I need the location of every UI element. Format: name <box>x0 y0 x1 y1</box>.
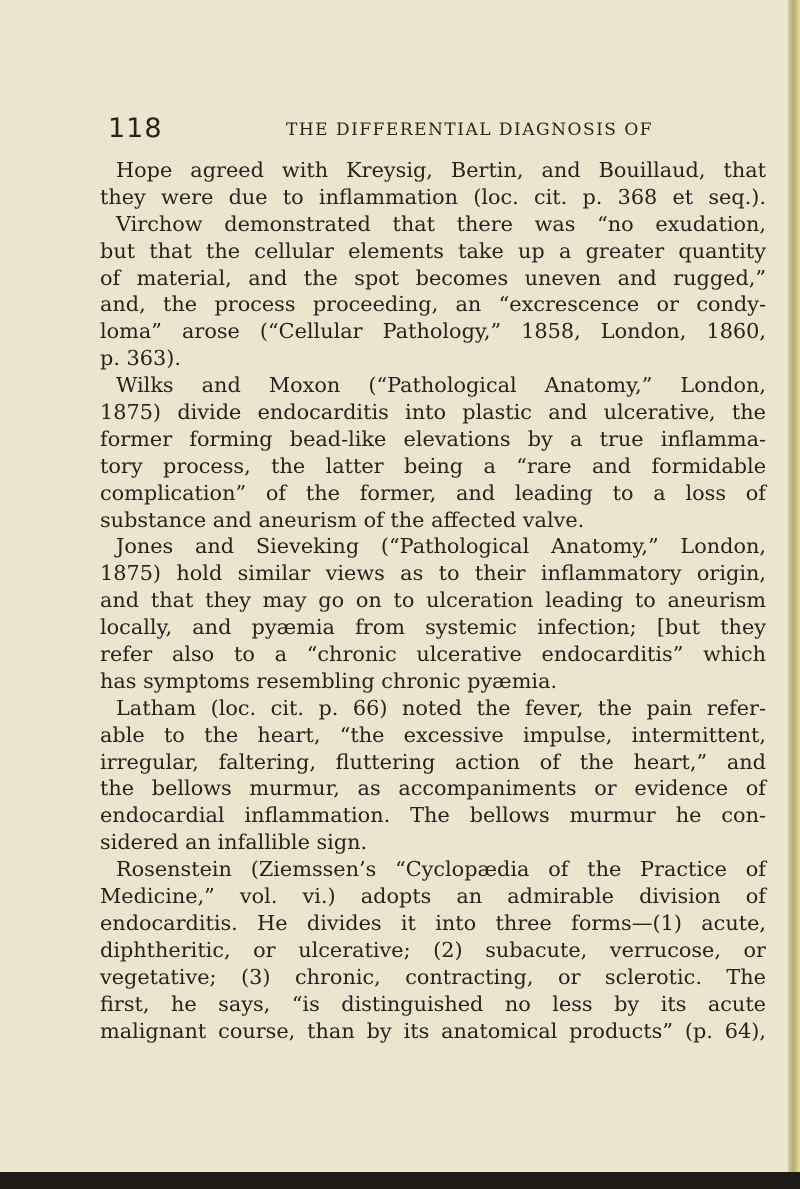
body-text <box>100 157 790 1044</box>
text-line: sidered an infallible sign. <box>100 830 368 855</box>
text-line: former forming bead-like elevations by a true inflamma- <box>100 426 766 451</box>
text-line: the bellows murmur, as accompaniments or evidence of <box>100 776 766 801</box>
text-line: able to the heart, “the excessive impulse, intermittent, <box>100 722 766 747</box>
text-line: loma” arose (“Cellular Pathology,” 1858, London, 1860, <box>100 319 766 344</box>
text-line: Wilks and Moxon (“Pathological Anatomy,” London, <box>116 373 766 398</box>
text-line: Hope agreed with Kreysig, Bertin, and Bouillaud, that <box>116 158 766 182</box>
text-line: endocardial inflammation. The bellows murmur he con- <box>100 803 766 828</box>
text-line: tory process, the latter being a “rare and formidable <box>100 453 766 478</box>
text-line: refer also to a “chronic ulcerative endocarditis” which <box>100 642 766 667</box>
text-line: they were due to inflammation (loc. cit. p. 368 et seq.). <box>100 184 766 209</box>
text-line: 1875) divide endocarditis into plastic and ulcerative, the <box>100 400 766 425</box>
text-line: 1875) hold similar views as to their inflammatory origin, <box>100 561 766 586</box>
text-line: Jones and Sieveking (“Pathological Anatomy,” London, <box>116 534 766 559</box>
text-line: irregular, faltering, fluttering action of the heart,” and <box>100 749 766 774</box>
text-line: complication” of the former, and leading to a loss of <box>100 480 766 505</box>
text-line: substance and aneurism of the affected valve. <box>100 507 585 532</box>
page-edge-shadow <box>788 0 800 1189</box>
bottom-scan-border <box>0 1172 800 1189</box>
text-line: Medicine,” vol. vi.) adopts an admirable division of <box>100 884 766 909</box>
page-number: 118 <box>108 113 163 144</box>
text-line: p. 363). <box>100 346 181 371</box>
text-line: Virchow demonstrated that there was “no exudation, <box>116 211 766 236</box>
text-line: diphtheritic, or ulcerative; (2) subacute, verrucose, or <box>100 937 766 962</box>
text-line: but that the cellular elements take up a greater quantity <box>100 238 766 263</box>
text-line: malignant course, than by its anatomical products” (p. 64), <box>100 1018 766 1043</box>
text-line: vegetative; (3) chronic, contracting, or sclerotic. The <box>100 964 766 989</box>
text-line: and that they may go on to ulceration leading to aneurism <box>100 588 766 613</box>
text-line: Latham (loc. cit. p. 66) noted the fever, the pain refer- <box>116 695 766 720</box>
text-line: first, he says, “is distinguished no less by its acute <box>100 991 766 1016</box>
text-line: of material, and the spot becomes uneven and rugged,” <box>100 265 766 290</box>
text-line: and, the process proceeding, an “excrescence or condy- <box>100 292 766 317</box>
text-line: endocarditis. He divides it into three forms—(1) acute, <box>100 910 766 935</box>
page-header <box>108 113 718 153</box>
text-line: locally, and pyæmia from systemic infection; [but they <box>100 615 766 640</box>
text-line: Rosenstein (Ziemssen’s “Cyclopædia of the Practice of <box>116 857 766 882</box>
text-line: has symptoms resembling chronic pyæmia. <box>100 668 558 693</box>
running-title: THE DIFFERENTIAL DIAGNOSIS OF <box>286 120 654 140</box>
